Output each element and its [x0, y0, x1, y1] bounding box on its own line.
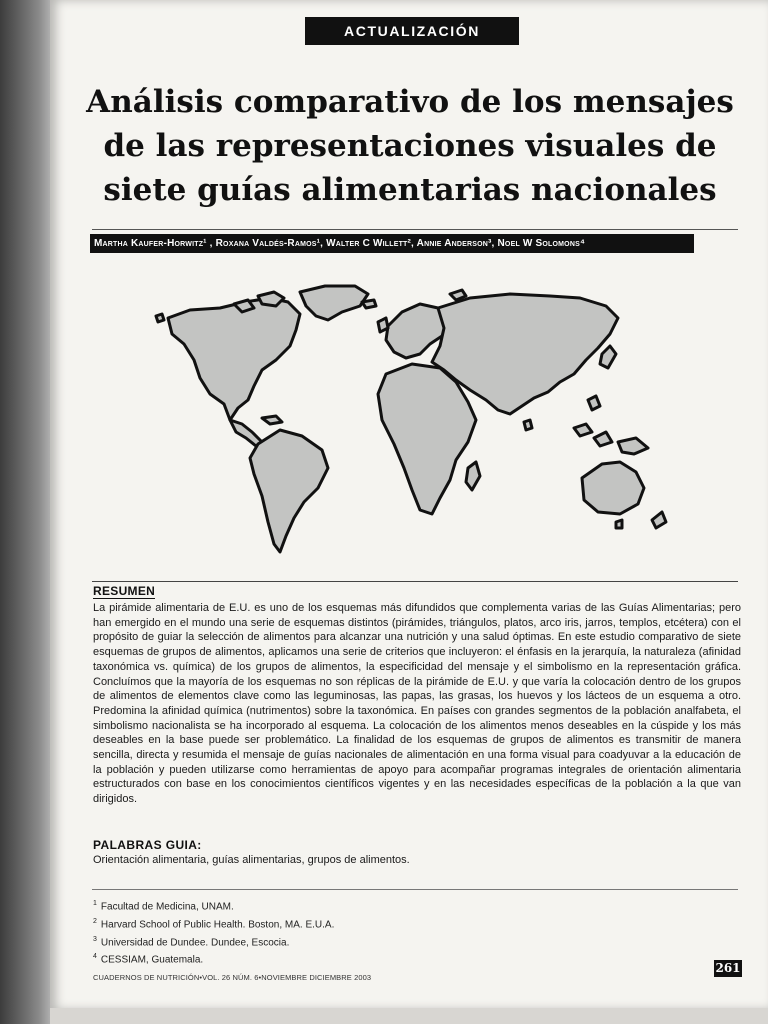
arctic-island-shape — [258, 292, 284, 306]
japan-shape — [600, 346, 616, 368]
tasmania-shape — [616, 520, 622, 528]
central-america-shape — [230, 420, 262, 446]
footnote-text: CESSIAM, Guatemala. — [100, 954, 204, 966]
alaska-island-shape — [156, 314, 164, 322]
article-title — [70, 80, 750, 212]
australia-shape — [582, 462, 644, 514]
philippines-island-shape — [588, 396, 600, 410]
section-label: ACTUALIZACIÓN — [305, 17, 519, 45]
footnote-mark: 2 — [93, 917, 97, 925]
iceland-shape — [362, 300, 376, 308]
divider — [92, 229, 738, 230]
footnote-item — [93, 933, 334, 951]
footnote-mark: 3 — [93, 935, 97, 943]
africa-shape — [378, 364, 476, 514]
indonesia-island-shape — [574, 424, 592, 436]
journal-footer: CUADERNOS DE NUTRICIÓN•VOL. 26 NÚM. 6•NOVIEMBRE DICIEMBRE 2003 — [93, 973, 372, 982]
north-america-shape — [168, 298, 300, 420]
divider — [92, 581, 738, 582]
indonesia-island-shape — [594, 432, 612, 446]
keywords-text: Orientación alimentaria, guías alimentarias, grupos de alimentos. — [93, 854, 410, 866]
madagascar-shape — [466, 462, 480, 490]
divider — [92, 889, 738, 890]
caribbean-island-shape — [262, 416, 282, 424]
page-number: 261 — [715, 961, 741, 975]
title-line: siete guías alimentarias nacionales — [103, 172, 717, 208]
footnote-mark: 4 — [93, 953, 97, 961]
keywords-heading: PALABRAS GUIA: — [93, 838, 202, 852]
new-guinea-shape — [618, 438, 648, 454]
british-isles-shape — [378, 318, 388, 332]
sri-lanka-shape — [524, 420, 532, 430]
footnote-text: Facultad de Medicina, UNAM. — [100, 901, 234, 913]
footnote-item — [93, 950, 334, 968]
title-line: Análisis comparativo de los mensajes — [86, 84, 734, 120]
title-line: de las representaciones visuales de — [103, 128, 717, 164]
world-map-illustration — [150, 282, 690, 564]
greenland-shape — [300, 286, 368, 320]
affiliation-footnotes — [93, 897, 334, 968]
page-bottom-edge — [50, 1008, 768, 1024]
new-zealand-shape — [652, 512, 666, 528]
book-spine-shadow — [0, 0, 52, 1024]
footnote-item — [93, 897, 334, 915]
footnote-text: Harvard School of Public Health. Boston, MA. E.U.A. — [100, 919, 335, 931]
south-america-shape — [250, 430, 328, 552]
footnote-item — [93, 915, 334, 933]
footnote-text: Universidad de Dundee. Dundee, Escocia. — [100, 936, 290, 948]
authors-bar: Martha Kaufer-Horwitz¹ , Roxana Valdés-Ramos¹, Walter C Willett², Annie Anderson³, Noel W Solomons⁴ — [90, 234, 694, 253]
abstract-heading: RESUMEN — [93, 584, 156, 598]
abstract-text: La pirámide alimentaria de E.U. es uno de los esquemas más difundidos que complementa varias de las Guías Alimentarias; pero han emergido en el mundo una serie de esquemas distintos (pirámides, triángulos, platos, arco iris, jarros, templos, etcétera) con el propósito de guiar la selección de alimentos para alcanzar una nutrición y una salud óptimas. En este estudio comparativo de siete esquemas de grupos de alimentos, aplicamos una serie de criterios que incluyeron: el énfasis en la jerarquía, la naturaleza (afinidad taxonómica vs. química) de los grupos de alimentos, la especificidad del mensaje y el simbolismo en la representación gráfica. Concluímos que la mayoría de los esquemas no son réplicas de la pirámide de E.U. y que varía la colocación dentro de los grupos de alimentos de elementos clave como las leguminosas, las papas, las grasas, los huevos y los lácteos de un esquema a otro. Predomina la afinidad química (nutrimentos) sobre la taxonómica. En países con grandes segmentos de la población analfabeta, el simbolismo nacionalista se ha incorporado al esquema. La colocación de los alimentos menos deseables en la cúspide y los más deseables en la base puede ser problemático. La finalidad de los esquemas de grupos de alimentos es transmitir de manera sencilla, directa y resumida el mensaje de guías nacionales de alimentación en una forma visual para coadyuvar a la educación de la población y pueden utilizarse como herramientas de apoyo para acompañar programas integrales de orientación alimentaria estructurados con base en los conocimientos científicos vigentes y en las necesidades específicas de la población a la que van dirigidos. — [93, 602, 741, 806]
footnote-mark: 1 — [93, 900, 97, 907]
